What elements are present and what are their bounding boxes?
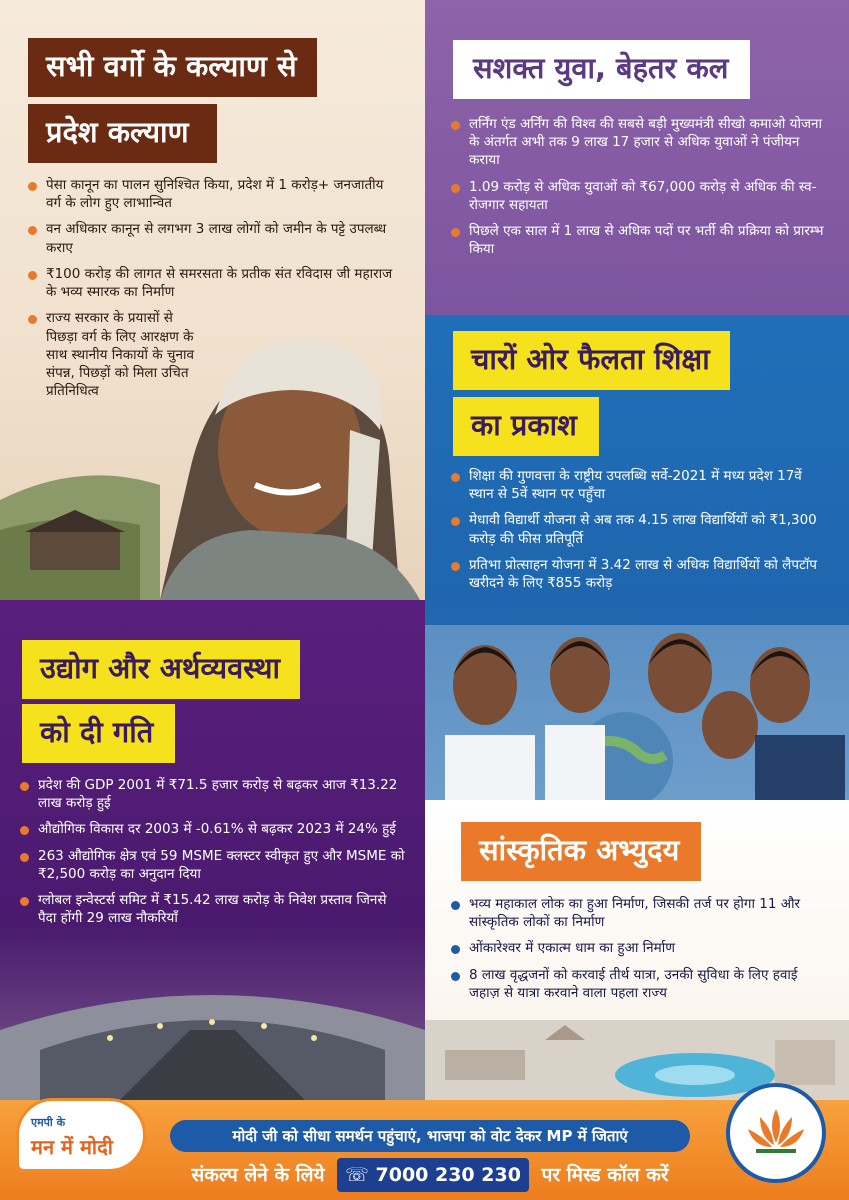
list-item: 263 औद्योगिक क्षेत्र एवं 59 MSME क्लस्टर स्वीकृत हुए और MSME को ₹2,500 करोड़ का अनुदान दिया — [18, 847, 408, 883]
welfare-title-line1: सभी वर्गो के कल्याण से — [28, 38, 317, 97]
list-item: 1.09 करोड़ से अधिक युवाओं को ₹67,000 करोड़ से अधिक की स्व-रोजगार सहायता — [449, 178, 829, 214]
bullet-icon — [20, 897, 29, 906]
list-item: राज्य सरकार के प्रयासों से पिछड़ा वर्ग के लिए आरक्षण के साथ स्थानीय निकायों के चुनाव संपन्न, पिछड़ों को मिला उचित प्रतिनिधित्व — [26, 309, 206, 400]
bullet-icon — [28, 226, 37, 235]
industry-title-line1: उद्योग और अर्थव्यवस्था — [22, 640, 300, 699]
industry-title-line2: को दी गति — [22, 704, 175, 763]
lotus-icon — [730, 1087, 822, 1179]
footer-missed-call-line — [160, 1158, 700, 1192]
youth-points — [449, 115, 829, 267]
education-title-line1: चारों ओर फैलता शिक्षा — [453, 331, 730, 390]
bullet-icon — [28, 182, 37, 191]
youth-panel — [425, 0, 849, 315]
bullet-icon — [451, 184, 460, 193]
welfare-points — [26, 176, 396, 408]
list-item: लर्निंग एंड अर्निंग की विश्व की सबसे बड़ी मुख्यमंत्री सीखो कमाओ योजना के अंतर्गत अभी तक 9 लाख 17 हजार से अधिक युवाओं ने पंजीयन कराया — [449, 115, 829, 170]
bullet-icon — [451, 517, 460, 526]
bullet-icon — [28, 315, 37, 324]
bullet-icon — [451, 901, 460, 910]
bullet-icon — [451, 121, 460, 130]
bullet-icon — [28, 271, 37, 280]
footer-support-line: मोदी जी को सीधा समर्थन पहुंचाएं, भाजपा को वोट देकर MP में जिताएं — [170, 1120, 690, 1152]
list-item: शिक्षा की गुणवत्ता के राष्ट्रीय उपलब्धि सर्वे-2021 में मध्य प्रदेश 17वें स्थान से 5वें स्थान पर पहुँचा — [449, 467, 829, 503]
list-item: औद्योगिक विकास दर 2003 में -0.61% से बढ़कर 2023 में 24% हुई — [18, 820, 408, 838]
man-mein-modi-badge — [16, 1098, 146, 1172]
footer-prefix: संकल्प लेने के लिये — [191, 1164, 325, 1186]
education-points — [449, 467, 829, 600]
list-item: ओंकारेश्वर में एकात्म धाम का हुआ निर्माण — [449, 939, 829, 957]
bullet-icon — [451, 228, 460, 237]
list-item: ₹100 करोड़ की लागत से समरसता के प्रतीक संत रविदास जी महाराज के भव्य स्मारक का निर्माण — [26, 265, 396, 301]
list-item: ग्लोबल इन्वेस्टर्स समिट में ₹15.42 लाख करोड़ के निवेश प्रस्ताव जिनसे पैदा होंगी 29 लाख नौकरियाँ — [18, 891, 408, 927]
bullet-icon — [451, 473, 460, 482]
industry-points — [18, 776, 408, 936]
welfare-title-line2: प्रदेश कल्याण — [28, 104, 217, 163]
list-item: 8 लाख वृद्धजनों को करवाई तीर्थ यात्रा, उनकी सुविधा के लिए हवाई जहाज़ से यात्रा करवाने वाला पहला राज्य — [449, 966, 829, 1002]
list-item: वन अधिकार कानून से लगभग 3 लाख लोगों को जमीन के पट्टे उपलब्ध कराए — [26, 220, 396, 256]
list-item: पिछले एक साल में 1 लाख से अधिक पदों पर भर्ती की प्रक्रिया को प्रारम्भ किया — [449, 222, 829, 258]
education-title-line2: का प्रकाश — [453, 397, 599, 456]
culture-panel — [425, 800, 849, 1100]
list-item: भव्य महाकाल लोक का हुआ निर्माण, जिसकी तर्ज पर होगा 11 और सांस्कृतिक लोकों का निर्माण — [449, 895, 829, 931]
bullet-icon — [451, 562, 460, 571]
bullet-icon — [20, 782, 29, 791]
welfare-panel — [0, 0, 425, 600]
list-item: पेसा कानून का पालन सुनिश्चित किया, प्रदेश में 1 करोड़+ जनजातीय वर्ग के लोग हुए लाभान्वित — [26, 176, 396, 212]
badge-line1: एमपी के — [31, 1116, 66, 1129]
badge-line2: मन में मोदी — [31, 1135, 113, 1159]
lotus-logo — [726, 1083, 826, 1183]
culture-title: सांस्कृतिक अभ्युदय — [461, 822, 701, 881]
phone-number-text: 7000 230 230 — [375, 1164, 521, 1186]
bullet-icon — [451, 945, 460, 954]
phone-icon: ☏ — [345, 1164, 376, 1186]
phone-number[interactable] — [337, 1158, 529, 1192]
footer-suffix: पर मिस्ड कॉल करें — [541, 1164, 669, 1186]
list-item: मेधावी विद्यार्थी योजना से अब तक 4.15 लाख विद्यार्थियों को ₹1,300 करोड़ की फीस प्रतिपूर्ति — [449, 511, 829, 547]
culture-points — [449, 895, 829, 1010]
tunnel-illustration — [0, 990, 425, 1100]
students-illustration — [425, 625, 849, 800]
industry-panel — [0, 600, 425, 1100]
bullet-icon — [20, 853, 29, 862]
bullet-icon — [451, 972, 460, 981]
bullet-icon — [20, 826, 29, 835]
youth-title: सशक्त युवा, बेहतर कल — [453, 40, 750, 99]
list-item: प्रदेश की GDP 2001 में ₹71.5 हजार करोड़ से बढ़कर आज ₹13.22 लाख करोड़ हुई — [18, 776, 408, 812]
list-item: प्रतिभा प्रोत्साहन योजना में 3.42 लाख से अधिक विद्यार्थियों को लैपटॉप खरीदने के लिए ₹855 करोड़ — [449, 556, 829, 592]
education-panel — [425, 315, 849, 800]
